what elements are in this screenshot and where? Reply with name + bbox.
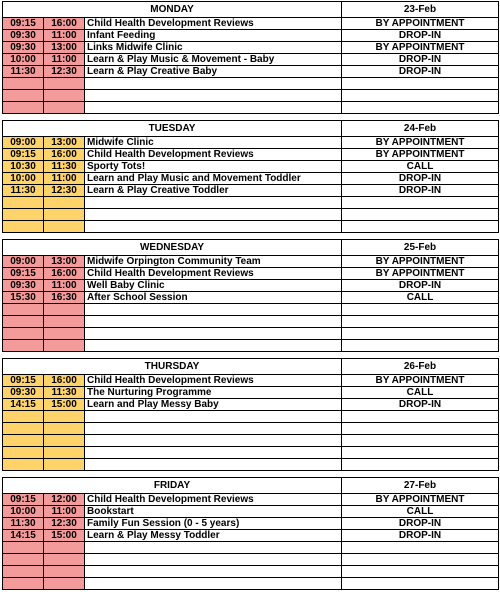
day-block-friday: [2, 477, 499, 590]
day-block-monday: [2, 1, 499, 114]
end-time-cell: [44, 90, 85, 102]
end-time-cell: 16:00: [44, 149, 85, 161]
session-row: [3, 447, 499, 459]
day-header: [3, 121, 499, 137]
session-row: [3, 518, 499, 530]
booking-type-cell: BY APPOINTMENT: [342, 137, 499, 149]
session-rows: [3, 494, 499, 590]
end-time-cell: 11:00: [44, 30, 85, 42]
day-name: THURSDAY: [3, 359, 342, 375]
end-time-cell: [44, 197, 85, 209]
activity-cell: [85, 423, 342, 435]
booking-type-cell: [342, 435, 499, 447]
session-row: [3, 18, 499, 30]
activity-cell: [85, 304, 342, 316]
booking-type-cell: CALL: [342, 292, 499, 304]
activity-cell: Learn & Play Messy Toddler: [85, 530, 342, 542]
start-time-cell: 10:00: [3, 173, 44, 185]
start-time-cell: [3, 578, 44, 590]
activity-cell: [85, 102, 342, 114]
day-date: 27-Feb: [342, 478, 499, 494]
session-row: [3, 530, 499, 542]
session-row: [3, 221, 499, 233]
start-time-cell: [3, 566, 44, 578]
start-time-cell: [3, 328, 44, 340]
start-time-cell: [3, 447, 44, 459]
activity-cell: Well Baby Clinic: [85, 280, 342, 292]
start-time-cell: 09:15: [3, 375, 44, 387]
end-time-cell: 16:00: [44, 268, 85, 280]
end-time-cell: [44, 578, 85, 590]
session-row: [3, 161, 499, 173]
booking-type-cell: BY APPOINTMENT: [342, 149, 499, 161]
session-row: [3, 506, 499, 518]
day-name: MONDAY: [3, 2, 342, 18]
booking-type-cell: DROP-IN: [342, 30, 499, 42]
booking-type-cell: DROP-IN: [342, 280, 499, 292]
end-time-cell: 12:00: [44, 494, 85, 506]
activity-cell: Child Health Development Reviews: [85, 268, 342, 280]
day-header: [3, 240, 499, 256]
day-date: 24-Feb: [342, 121, 499, 137]
start-time-cell: 10:00: [3, 506, 44, 518]
activity-cell: Bookstart: [85, 506, 342, 518]
booking-type-cell: [342, 316, 499, 328]
session-row: [3, 268, 499, 280]
activity-cell: Links Midwife Clinic: [85, 42, 342, 54]
activity-cell: [85, 78, 342, 90]
activity-cell: [85, 459, 342, 471]
booking-type-cell: [342, 78, 499, 90]
booking-type-cell: CALL: [342, 387, 499, 399]
activity-cell: [85, 447, 342, 459]
booking-type-cell: [342, 578, 499, 590]
session-row: [3, 42, 499, 54]
activity-cell: [85, 197, 342, 209]
activity-cell: [85, 90, 342, 102]
session-row: [3, 566, 499, 578]
start-time-cell: [3, 459, 44, 471]
end-time-cell: [44, 209, 85, 221]
booking-type-cell: BY APPOINTMENT: [342, 256, 499, 268]
activity-cell: [85, 316, 342, 328]
booking-type-cell: DROP-IN: [342, 173, 499, 185]
session-row: [3, 102, 499, 114]
session-rows: [3, 375, 499, 471]
session-row: [3, 54, 499, 66]
start-time-cell: 10:00: [3, 54, 44, 66]
activity-cell: [85, 566, 342, 578]
session-row: [3, 387, 499, 399]
end-time-cell: 13:00: [44, 256, 85, 268]
session-row: [3, 328, 499, 340]
start-time-cell: 09:15: [3, 18, 44, 30]
activity-cell: Learn and Play Music and Movement Toddler: [85, 173, 342, 185]
booking-type-cell: DROP-IN: [342, 399, 499, 411]
activity-cell: The Nurturing Programme: [85, 387, 342, 399]
booking-type-cell: BY APPOINTMENT: [342, 494, 499, 506]
session-row: [3, 185, 499, 197]
session-row: [3, 256, 499, 268]
booking-type-cell: BY APPOINTMENT: [342, 268, 499, 280]
start-time-cell: [3, 411, 44, 423]
activity-cell: [85, 209, 342, 221]
booking-type-cell: [342, 304, 499, 316]
activity-cell: Infant Feeding: [85, 30, 342, 42]
start-time-cell: 11:30: [3, 518, 44, 530]
start-time-cell: 09:15: [3, 149, 44, 161]
booking-type-cell: [342, 566, 499, 578]
end-time-cell: 12:30: [44, 66, 85, 78]
session-row: [3, 423, 499, 435]
start-time-cell: 10:30: [3, 161, 44, 173]
start-time-cell: [3, 340, 44, 352]
session-row: [3, 578, 499, 590]
booking-type-cell: [342, 340, 499, 352]
booking-type-cell: [342, 90, 499, 102]
booking-type-cell: DROP-IN: [342, 518, 499, 530]
activity-cell: [85, 328, 342, 340]
activity-cell: Sporty Tots!: [85, 161, 342, 173]
start-time-cell: 09:30: [3, 280, 44, 292]
activity-cell: Learn and Play Messy Baby: [85, 399, 342, 411]
start-time-cell: [3, 542, 44, 554]
session-rows: [3, 256, 499, 352]
booking-type-cell: [342, 209, 499, 221]
end-time-cell: [44, 447, 85, 459]
session-rows: [3, 137, 499, 233]
start-time-cell: [3, 209, 44, 221]
activity-cell: Midwife Clinic: [85, 137, 342, 149]
session-row: [3, 137, 499, 149]
day-block-tuesday: [2, 120, 499, 233]
end-time-cell: 11:00: [44, 173, 85, 185]
booking-type-cell: [342, 197, 499, 209]
end-time-cell: [44, 78, 85, 90]
start-time-cell: 09:15: [3, 268, 44, 280]
session-row: [3, 173, 499, 185]
start-time-cell: 11:30: [3, 66, 44, 78]
session-row: [3, 149, 499, 161]
start-time-cell: [3, 435, 44, 447]
session-row: [3, 30, 499, 42]
start-time-cell: 09:30: [3, 42, 44, 54]
start-time-cell: 09:30: [3, 387, 44, 399]
end-time-cell: [44, 435, 85, 447]
end-time-cell: 11:30: [44, 387, 85, 399]
end-time-cell: 15:00: [44, 530, 85, 542]
day-block-thursday: [2, 358, 499, 471]
activity-cell: Child Health Development Reviews: [85, 375, 342, 387]
session-row: [3, 494, 499, 506]
start-time-cell: 09:00: [3, 137, 44, 149]
day-header: [3, 2, 499, 18]
activity-cell: [85, 435, 342, 447]
booking-type-cell: [342, 328, 499, 340]
activity-cell: Midwife Orpington Community Team: [85, 256, 342, 268]
end-time-cell: 15:00: [44, 399, 85, 411]
end-time-cell: 16:30: [44, 292, 85, 304]
end-time-cell: [44, 304, 85, 316]
day-block-wednesday: [2, 239, 499, 352]
booking-type-cell: [342, 459, 499, 471]
end-time-cell: 13:00: [44, 137, 85, 149]
activity-cell: [85, 340, 342, 352]
activity-cell: [85, 411, 342, 423]
booking-type-cell: BY APPOINTMENT: [342, 375, 499, 387]
session-row: [3, 542, 499, 554]
end-time-cell: [44, 102, 85, 114]
end-time-cell: 12:30: [44, 518, 85, 530]
start-time-cell: [3, 197, 44, 209]
end-time-cell: [44, 221, 85, 233]
session-row: [3, 304, 499, 316]
day-header: [3, 359, 499, 375]
booking-type-cell: BY APPOINTMENT: [342, 18, 499, 30]
start-time-cell: [3, 90, 44, 102]
end-time-cell: [44, 316, 85, 328]
end-time-cell: [44, 340, 85, 352]
start-time-cell: [3, 304, 44, 316]
activity-cell: [85, 542, 342, 554]
activity-cell: After School Session: [85, 292, 342, 304]
start-time-cell: [3, 102, 44, 114]
session-row: [3, 90, 499, 102]
booking-type-cell: CALL: [342, 161, 499, 173]
start-time-cell: [3, 554, 44, 566]
end-time-cell: [44, 459, 85, 471]
session-row: [3, 459, 499, 471]
session-row: [3, 375, 499, 387]
end-time-cell: 16:00: [44, 375, 85, 387]
activity-cell: Child Health Development Reviews: [85, 494, 342, 506]
activity-cell: Child Health Development Reviews: [85, 149, 342, 161]
booking-type-cell: DROP-IN: [342, 185, 499, 197]
booking-type-cell: [342, 542, 499, 554]
booking-type-cell: DROP-IN: [342, 54, 499, 66]
day-header: [3, 478, 499, 494]
activity-cell: Learn & Play Music & Movement - Baby: [85, 54, 342, 66]
session-row: [3, 435, 499, 447]
end-time-cell: 11:00: [44, 506, 85, 518]
booking-type-cell: [342, 554, 499, 566]
start-time-cell: 09:30: [3, 30, 44, 42]
start-time-cell: [3, 316, 44, 328]
start-time-cell: 11:30: [3, 185, 44, 197]
booking-type-cell: [342, 102, 499, 114]
start-time-cell: 14:15: [3, 530, 44, 542]
booking-type-cell: [342, 221, 499, 233]
start-time-cell: 14:15: [3, 399, 44, 411]
day-date: 26-Feb: [342, 359, 499, 375]
end-time-cell: 11:00: [44, 54, 85, 66]
start-time-cell: 15:30: [3, 292, 44, 304]
session-row: [3, 197, 499, 209]
start-time-cell: [3, 78, 44, 90]
day-name: TUESDAY: [3, 121, 342, 137]
booking-type-cell: [342, 411, 499, 423]
session-row: [3, 316, 499, 328]
day-name: WEDNESDAY: [3, 240, 342, 256]
activity-cell: [85, 578, 342, 590]
end-time-cell: 11:30: [44, 161, 85, 173]
end-time-cell: 11:00: [44, 280, 85, 292]
session-row: [3, 340, 499, 352]
activity-cell: Family Fun Session (0 - 5 years): [85, 518, 342, 530]
end-time-cell: [44, 411, 85, 423]
end-time-cell: [44, 542, 85, 554]
session-row: [3, 280, 499, 292]
end-time-cell: 13:00: [44, 42, 85, 54]
booking-type-cell: [342, 423, 499, 435]
booking-type-cell: DROP-IN: [342, 66, 499, 78]
session-row: [3, 209, 499, 221]
weekly-schedule: [2, 1, 498, 596]
booking-type-cell: BY APPOINTMENT: [342, 42, 499, 54]
end-time-cell: [44, 328, 85, 340]
activity-cell: [85, 554, 342, 566]
activity-cell: Child Health Development Reviews: [85, 18, 342, 30]
activity-cell: Learn & Play Creative Toddler: [85, 185, 342, 197]
end-time-cell: [44, 423, 85, 435]
booking-type-cell: CALL: [342, 506, 499, 518]
session-row: [3, 78, 499, 90]
end-time-cell: 16:00: [44, 18, 85, 30]
start-time-cell: 09:15: [3, 494, 44, 506]
end-time-cell: [44, 554, 85, 566]
session-row: [3, 66, 499, 78]
session-row: [3, 411, 499, 423]
session-row: [3, 399, 499, 411]
day-date: 25-Feb: [342, 240, 499, 256]
session-row: [3, 554, 499, 566]
end-time-cell: 12:30: [44, 185, 85, 197]
start-time-cell: [3, 423, 44, 435]
activity-cell: [85, 221, 342, 233]
booking-type-cell: [342, 447, 499, 459]
booking-type-cell: DROP-IN: [342, 530, 499, 542]
start-time-cell: [3, 221, 44, 233]
day-name: FRIDAY: [3, 478, 342, 494]
session-rows: [3, 18, 499, 114]
start-time-cell: 09:00: [3, 256, 44, 268]
session-row: [3, 292, 499, 304]
end-time-cell: [44, 566, 85, 578]
day-date: 23-Feb: [342, 2, 499, 18]
activity-cell: Learn & Play Creative Baby: [85, 66, 342, 78]
